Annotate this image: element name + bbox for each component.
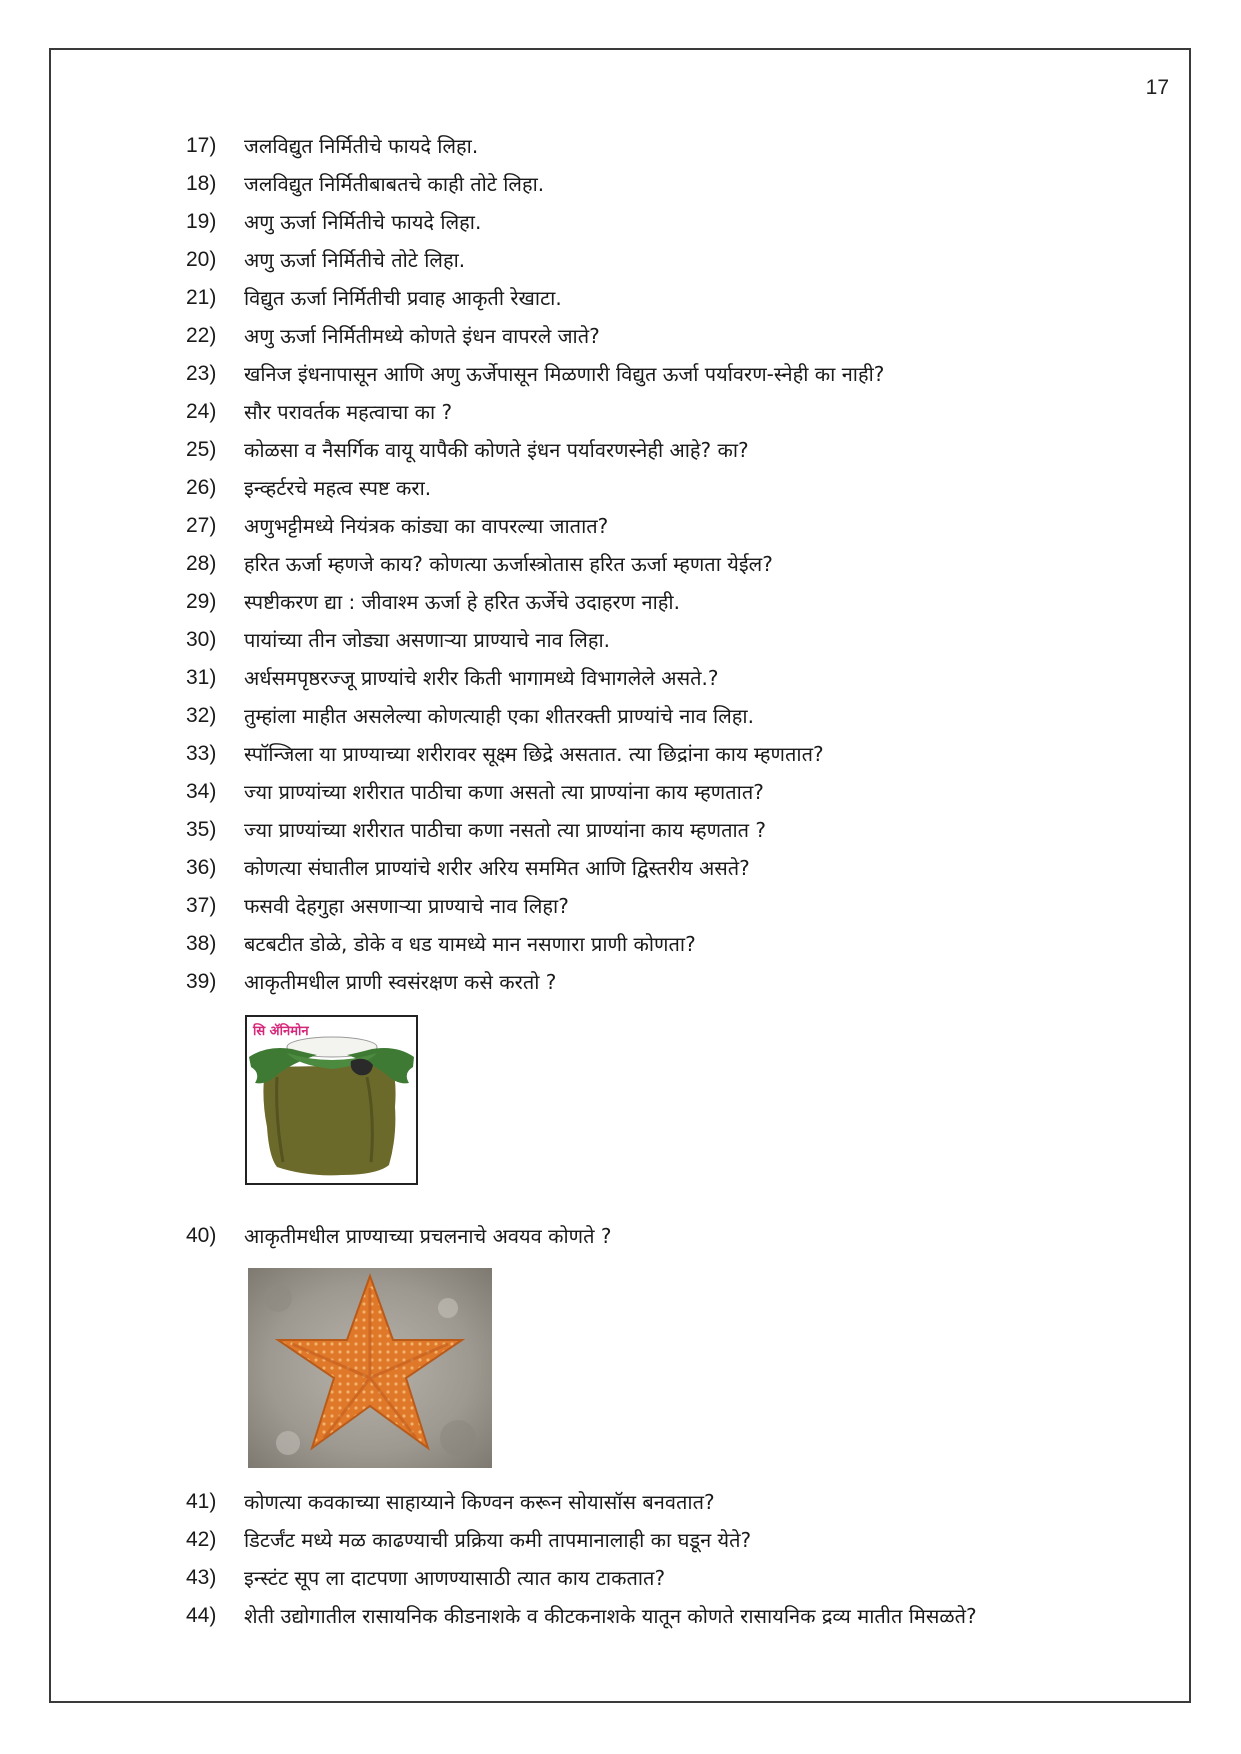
question-43 bbox=[186, 1562, 665, 1594]
question-32 bbox=[186, 700, 754, 732]
question-text: अणु ऊर्जा निर्मितीचे फायदे लिहा. bbox=[244, 210, 482, 234]
question-number: 21) bbox=[186, 286, 217, 309]
question-20 bbox=[186, 244, 465, 276]
question-text: अणु ऊर्जा निर्मितीचे तोटे लिहा. bbox=[244, 248, 466, 272]
question-text: सौर परावर्तक महत्वाचा का ? bbox=[244, 400, 453, 424]
question-number: 35) bbox=[186, 818, 217, 841]
question-text: पायांच्या तीन जोड्या असणाऱ्या प्राण्याचे नाव लिहा. bbox=[244, 628, 611, 652]
question-number: 40) bbox=[186, 1224, 217, 1247]
question-text: शेती उद्योगातील रासायनिक कीडनाशके व कीटकनाशके यातून कोणते रासायनिक द्रव्य मातीत मिसळते? bbox=[244, 1604, 977, 1628]
question-number: 28) bbox=[186, 552, 217, 575]
question-text: कोणत्या कवकाच्या साहाय्याने किण्वन करून सोयासॉस बनवतात? bbox=[244, 1490, 715, 1514]
question-text: कोळसा व नैसर्गिक वायू यापैकी कोणते इंधन पर्यावरणस्नेही आहे? का? bbox=[244, 438, 749, 462]
question-number: 17) bbox=[186, 134, 217, 157]
question-25 bbox=[186, 434, 749, 466]
question-22 bbox=[186, 320, 600, 352]
question-number: 41) bbox=[186, 1490, 217, 1513]
question-text: अर्धसमपृष्ठरज्जू प्राण्यांचे शरीर किती भागामध्ये विभागलेले असते.? bbox=[244, 666, 719, 690]
question-29 bbox=[186, 586, 680, 618]
question-text: कोणत्या संघातील प्राण्यांचे शरीर अरिय सममित आणि द्विस्तरीय असते? bbox=[244, 856, 750, 880]
question-number: 43) bbox=[186, 1566, 217, 1589]
question-44 bbox=[186, 1600, 977, 1632]
question-number: 37) bbox=[186, 894, 217, 917]
page-number: 17 bbox=[1145, 76, 1169, 99]
question-34 bbox=[186, 776, 764, 808]
question-text: डिटर्जंट मध्ये मळ काढण्याची प्रक्रिया कमी तापमानालाही का घडून येते? bbox=[244, 1528, 752, 1552]
question-number: 44) bbox=[186, 1604, 217, 1627]
question-number: 32) bbox=[186, 704, 217, 727]
question-number: 36) bbox=[186, 856, 217, 879]
question-23 bbox=[186, 358, 884, 390]
question-39 bbox=[186, 966, 556, 998]
question-number: 29) bbox=[186, 590, 217, 613]
question-number: 22) bbox=[186, 324, 217, 347]
question-text: इन्व्हर्टरचे महत्व स्पष्ट करा. bbox=[244, 476, 432, 500]
question-text: आकृतीमधील प्राणी स्वसंरक्षण कसे करतो ? bbox=[244, 970, 557, 994]
question-text: ज्या प्राण्यांच्या शरीरात पाठीचा कणा नसतो त्या प्राण्यांना काय म्हणतात ? bbox=[244, 818, 767, 842]
question-19 bbox=[186, 206, 481, 238]
starfish-photo-icon bbox=[248, 1268, 492, 1468]
question-31 bbox=[186, 662, 718, 694]
question-text: आकृतीमधील प्राण्याच्या प्रचलनाचे अवयव कोणते ? bbox=[244, 1224, 612, 1248]
question-number: 39) bbox=[186, 970, 217, 993]
question-37 bbox=[186, 890, 569, 922]
question-text: अणु ऊर्जा निर्मितीमध्ये कोणते इंधन वापरले जाते? bbox=[244, 324, 600, 348]
question-21 bbox=[186, 282, 562, 314]
question-number: 18) bbox=[186, 172, 217, 195]
question-18 bbox=[186, 168, 544, 200]
question-number: 42) bbox=[186, 1528, 217, 1551]
question-number: 19) bbox=[186, 210, 217, 233]
question-text: इन्स्टंट सूप ला दाटपणा आणण्यासाठी त्यात काय टाकतात? bbox=[244, 1566, 666, 1590]
question-28 bbox=[186, 548, 773, 580]
question-35 bbox=[186, 814, 766, 846]
question-text: अणुभट्टीमध्ये नियंत्रक कांड्या का वापरल्या जातात? bbox=[244, 514, 609, 538]
question-text: स्पष्टीकरण द्या : जीवाश्म ऊर्जा हे हरित ऊर्जेचे उदाहरण नाही. bbox=[244, 590, 680, 614]
question-number: 20) bbox=[186, 248, 217, 271]
question-42 bbox=[186, 1524, 751, 1556]
question-30 bbox=[186, 624, 610, 656]
question-number: 34) bbox=[186, 780, 217, 803]
question-number: 31) bbox=[186, 666, 217, 689]
question-text: जलविद्युत निर्मितीचे फायदे लिहा. bbox=[244, 134, 479, 158]
sea-anemone-figure bbox=[245, 1015, 418, 1185]
question-number: 38) bbox=[186, 932, 217, 955]
sea-anemone-illustration-icon bbox=[247, 1017, 416, 1183]
question-text: बटबटीत डोळे, डोके व धड यामध्ये मान नसणारा प्राणी कोणता? bbox=[244, 932, 696, 956]
question-27 bbox=[186, 510, 608, 542]
question-text: खनिज इंधनापासून आणि अणु ऊर्जेपासून मिळणारी विद्युत ऊर्जा पर्यावरण-स्नेही का नाही? bbox=[244, 362, 885, 386]
question-number: 23) bbox=[186, 362, 217, 385]
question-40 bbox=[186, 1220, 611, 1252]
question-number: 26) bbox=[186, 476, 217, 499]
starfish-figure bbox=[248, 1268, 492, 1468]
question-number: 33) bbox=[186, 742, 217, 765]
question-text: हरित ऊर्जा म्हणजे काय? कोणत्या ऊर्जास्त्रोतास हरित ऊर्जा म्हणता येईल? bbox=[244, 552, 773, 576]
question-number: 27) bbox=[186, 514, 217, 537]
question-number: 25) bbox=[186, 438, 217, 461]
question-38 bbox=[186, 928, 696, 960]
question-number: 30) bbox=[186, 628, 217, 651]
question-text: जलविद्युत निर्मितीबाबतचे काही तोटे लिहा. bbox=[244, 172, 545, 196]
question-17 bbox=[186, 130, 478, 162]
question-26 bbox=[186, 472, 431, 504]
question-text: स्पॉन्जिला या प्राण्याच्या शरीरावर सूक्ष्म छिद्रे असतात. त्या छिद्रांना काय म्हणतात? bbox=[244, 742, 824, 766]
question-text: फसवी देहगुहा असणाऱ्या प्राण्याचे नाव लिहा? bbox=[244, 894, 569, 918]
question-text: विद्युत ऊर्जा निर्मितीची प्रवाह आकृती रेखाटा. bbox=[244, 286, 562, 310]
question-41 bbox=[186, 1486, 715, 1518]
question-text: तुम्हांला माहीत असलेल्या कोणत्याही एका शीतरक्ती प्राण्यांचे नाव लिहा. bbox=[244, 704, 754, 728]
question-24 bbox=[186, 396, 452, 428]
figure-label: सि ॲनिमोन bbox=[253, 1024, 309, 1039]
question-number: 24) bbox=[186, 400, 217, 423]
question-36 bbox=[186, 852, 750, 884]
question-33 bbox=[186, 738, 824, 770]
question-text: ज्या प्राण्यांच्या शरीरात पाठीचा कणा असतो त्या प्राण्यांना काय म्हणतात? bbox=[244, 780, 764, 804]
